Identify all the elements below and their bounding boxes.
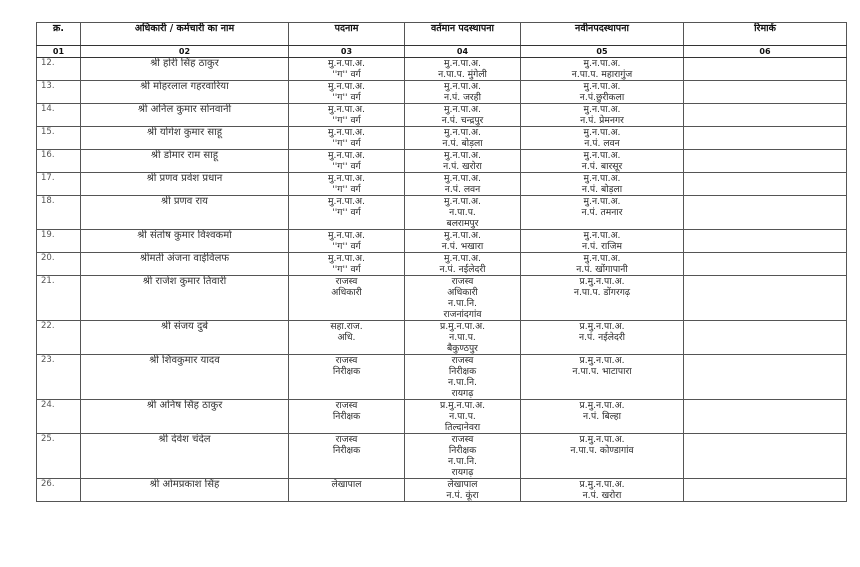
designation: [289, 81, 405, 104]
current-posting-line: राजस्व: [451, 276, 474, 287]
remark: [684, 230, 847, 253]
table-row: [37, 230, 847, 253]
designation-line: ''ग'' वर्ग: [332, 161, 361, 172]
new-posting-line: मु.न.पा.अ.: [583, 173, 621, 184]
new-posting-line: न.पं. प्रेमनगर: [580, 115, 624, 126]
remark: [684, 253, 847, 276]
current-posting: [405, 321, 521, 355]
new-posting: [521, 196, 684, 230]
current-posting-line: राजस्व: [451, 355, 474, 366]
header-current-posting: वर्तमान पदस्थापना: [405, 23, 521, 46]
new-posting-line: प्र.मु.न.पा.अ.: [579, 479, 625, 490]
current-posting-line: तिल्दानेवरा: [444, 422, 481, 433]
employee-name: श्री संतोष कुमार विश्वकर्मा: [81, 230, 289, 253]
serial-number: 13.: [37, 81, 81, 104]
remark: [684, 479, 847, 502]
designation: [289, 400, 405, 434]
employee-name: श्रीमती अंजना वाईविलफ: [81, 253, 289, 276]
remark: [684, 127, 847, 150]
table-body: [37, 58, 847, 502]
new-posting: [521, 81, 684, 104]
new-posting: [521, 150, 684, 173]
table-row: [37, 81, 847, 104]
new-posting-line: प्र.मु.न.पा.अ.: [579, 355, 625, 366]
current-posting: [405, 58, 521, 81]
current-posting-line: बैकुण्ठपुर: [447, 343, 478, 354]
new-posting: [521, 173, 684, 196]
serial-number: 22.: [37, 321, 81, 355]
new-posting-line: मु.न.पा.अ.: [583, 230, 621, 241]
new-posting: [521, 230, 684, 253]
employee-name: श्री होरी सिंह ठाकुर: [81, 58, 289, 81]
serial-number: 20.: [37, 253, 81, 276]
table-row: [37, 127, 847, 150]
designation-line: अधिकारी: [331, 287, 362, 298]
new-posting-line: न.पं. खोंगापानी: [576, 264, 628, 275]
current-posting: [405, 479, 521, 502]
new-posting-line: न.पा.प. कोण्डागांव: [570, 445, 634, 456]
table-row: [37, 58, 847, 81]
new-posting: [521, 58, 684, 81]
designation-line: निरीक्षक: [332, 411, 361, 422]
new-posting-line: मु.न.पा.अ.: [583, 150, 621, 161]
current-posting-line: मु.न.पा.अ.: [444, 127, 481, 138]
current-posting-line: राजनांदगांव: [443, 309, 482, 320]
remark: [684, 400, 847, 434]
designation: [289, 127, 405, 150]
current-posting: [405, 253, 521, 276]
header-serial: क्र.: [37, 23, 81, 46]
new-posting-line: न.पा.प. डोंगरगढ़: [573, 287, 631, 298]
current-posting-line: मु.न.पा.अ.: [444, 150, 481, 161]
current-posting: [405, 434, 521, 479]
designation-line: ''ग'' वर्ग: [332, 69, 361, 80]
employee-name: श्री ओमप्रकाश सिंह: [81, 479, 289, 502]
top-strip: [0, 0, 2, 7]
designation: [289, 196, 405, 230]
designation-line: सहा.राज.: [330, 321, 363, 332]
header-number: 05: [521, 46, 684, 58]
current-posting: [405, 173, 521, 196]
current-posting-line: न.पं. खरोरा: [443, 161, 482, 172]
new-posting-line: प्र.मु.न.पा.अ.: [579, 321, 625, 332]
designation: [289, 479, 405, 502]
current-posting-line: न.पा.नि.: [448, 298, 477, 309]
remark: [684, 434, 847, 479]
designation: [289, 434, 405, 479]
designation-line: मु.न.पा.अ.: [328, 104, 365, 115]
employee-name: श्री शिवकुमार यादव: [81, 355, 289, 400]
current-posting-line: न.पा.प. मुंगेली: [438, 69, 487, 80]
header-number: 04: [405, 46, 521, 58]
table-row: [37, 400, 847, 434]
serial-number: 17.: [37, 173, 81, 196]
current-posting: [405, 400, 521, 434]
serial-number: 16.: [37, 150, 81, 173]
transfer-list-table: [36, 22, 847, 502]
designation-line: ''ग'' वर्ग: [332, 115, 361, 126]
designation-line: निरीक्षक: [332, 445, 361, 456]
designation-line: ''ग'' वर्ग: [332, 207, 361, 218]
current-posting: [405, 150, 521, 173]
current-posting: [405, 81, 521, 104]
designation-line: राजस्व: [335, 276, 358, 287]
new-posting: [521, 400, 684, 434]
new-posting-line: न.पं. नईलेदरी: [579, 332, 625, 343]
current-posting: [405, 276, 521, 321]
current-posting-line: निरीक्षक: [448, 366, 477, 377]
new-posting-line: प्र.मु.न.पा.अ.: [579, 400, 625, 411]
designation-line: मु.न.पा.अ.: [328, 127, 365, 138]
new-posting: [521, 253, 684, 276]
designation-line: ''ग'' वर्ग: [332, 138, 361, 149]
serial-number: 26.: [37, 479, 81, 502]
designation: [289, 150, 405, 173]
new-posting: [521, 479, 684, 502]
current-posting: [405, 355, 521, 400]
serial-number: 23.: [37, 355, 81, 400]
designation: [289, 58, 405, 81]
serial-number: 24.: [37, 400, 81, 434]
designation: [289, 355, 405, 400]
new-posting-line: मु.न.पा.अ.: [583, 104, 621, 115]
current-posting-line: न.पं. नईलेदरी: [439, 264, 486, 275]
designation-line: मु.न.पा.अ.: [328, 81, 365, 92]
new-posting-line: न.पं. बिल्हा: [583, 411, 621, 422]
serial-number: 25.: [37, 434, 81, 479]
employee-name: श्री प्रणव राय: [81, 196, 289, 230]
table-row: [37, 196, 847, 230]
employee-name: श्री प्रणव प्रवेश प्रधान: [81, 173, 289, 196]
designation: [289, 253, 405, 276]
current-posting-line: न.पं. भखारा: [441, 241, 484, 252]
current-posting-line: राजस्व: [451, 434, 474, 445]
current-posting-line: निरीक्षक: [448, 445, 477, 456]
current-posting-line: मु.न.पा.अ.: [444, 81, 481, 92]
employee-name: श्री देवेश चंदेल: [81, 434, 289, 479]
current-posting-line: मु.न.पा.अ.: [444, 173, 481, 184]
designation-line: ''ग'' वर्ग: [332, 241, 361, 252]
designation: [289, 173, 405, 196]
serial-number: 12.: [37, 58, 81, 81]
designation: [289, 321, 405, 355]
current-posting-line: न.पा.नि.: [448, 377, 477, 388]
current-posting-line: मु.न.पा.अ.: [444, 230, 481, 241]
current-posting-line: न.पं. लवन: [444, 184, 481, 195]
current-posting-line: न.पा.प.: [449, 411, 476, 422]
serial-number: 14.: [37, 104, 81, 127]
current-posting-line: रायगढ़: [451, 467, 474, 478]
current-posting-line: न.पं. बोड़ला: [442, 138, 483, 149]
designation-line: मु.न.पा.अ.: [328, 173, 365, 184]
designation: [289, 230, 405, 253]
employee-name: श्री राजेश कुमार तिवारी: [81, 276, 289, 321]
serial-number: 19.: [37, 230, 81, 253]
remark: [684, 321, 847, 355]
designation-line: राजस्व: [335, 355, 358, 366]
remark: [684, 276, 847, 321]
current-posting-line: अधिकारी: [447, 287, 478, 298]
new-posting-line: न.पं. बारसूर: [581, 161, 623, 172]
remark: [684, 104, 847, 127]
header-number: 02: [81, 46, 289, 58]
current-posting-line: प्र.मु.न.पा.अ.: [439, 321, 486, 332]
table-row: [37, 173, 847, 196]
remark: [684, 81, 847, 104]
remark: [684, 58, 847, 81]
serial-number: 21.: [37, 276, 81, 321]
table-row: [37, 276, 847, 321]
current-posting: [405, 196, 521, 230]
new-posting-line: मु.न.पा.अ.: [583, 196, 621, 207]
new-posting: [521, 355, 684, 400]
employee-name: श्री डोमार राम साहू: [81, 150, 289, 173]
serial-number: 18.: [37, 196, 81, 230]
new-posting-line: न.पा.प. महारागुंज: [571, 69, 633, 80]
new-posting-line: मु.न.पा.अ.: [583, 81, 621, 92]
new-posting-line: मु.न.पा.अ.: [583, 253, 621, 264]
new-posting-line: न.पं.छुरीकला: [579, 92, 625, 103]
current-posting-line: रायगढ़: [451, 388, 474, 399]
new-posting-line: न.पं. खरोरा: [582, 490, 622, 501]
designation-line: ''ग'' वर्ग: [332, 92, 361, 103]
designation-line: लेखापाल: [331, 479, 362, 490]
designation: [289, 276, 405, 321]
serial-number: 15.: [37, 127, 81, 150]
current-posting-line: न.पा.प.: [449, 332, 476, 343]
new-posting-line: न.पं. लवन: [584, 138, 620, 149]
current-posting: [405, 230, 521, 253]
new-posting: [521, 276, 684, 321]
employee-name: श्री अनिल कुमार सोनवानी: [81, 104, 289, 127]
remark: [684, 150, 847, 173]
header-number: 06: [684, 46, 847, 58]
new-posting: [521, 127, 684, 150]
table-row: [37, 253, 847, 276]
new-posting-line: प्र.मु.न.पा.अ.: [579, 276, 625, 287]
designation-line: मु.न.पा.अ.: [328, 253, 365, 264]
designation: [289, 104, 405, 127]
table-row: [37, 355, 847, 400]
designation-line: राजस्व: [335, 434, 358, 445]
designation-line: निरीक्षक: [332, 366, 361, 377]
employee-name: श्री अनिष सिंह ठाकुर: [81, 400, 289, 434]
current-posting-line: मु.न.पा.अ.: [444, 58, 481, 69]
table-row: [37, 434, 847, 479]
table-row: [37, 150, 847, 173]
designation-line: मु.न.पा.अ.: [328, 58, 365, 69]
current-posting-line: न.पं. जरही: [444, 92, 481, 103]
current-posting: [405, 127, 521, 150]
new-posting: [521, 321, 684, 355]
current-posting-line: प्र.मु.न.पा.अ.: [439, 400, 486, 411]
remark: [684, 173, 847, 196]
employee-name: श्री योगेश कुमार साहू: [81, 127, 289, 150]
current-posting-line: लेखापाल: [447, 479, 478, 490]
current-posting-line: न.पा.नि.: [448, 456, 477, 467]
table-row: [37, 479, 847, 502]
new-posting: [521, 434, 684, 479]
current-posting-line: न.पा.प.: [449, 207, 476, 218]
new-posting-line: न.पं. तमनार: [581, 207, 623, 218]
new-posting-line: न.पं. राजिम: [582, 241, 622, 252]
table-row: [37, 104, 847, 127]
current-posting-line: बलरामपुर: [446, 218, 479, 229]
designation-line: मु.न.पा.अ.: [328, 196, 365, 207]
remark: [684, 196, 847, 230]
new-posting-line: मु.न.पा.अ.: [583, 127, 621, 138]
new-posting-line: प्र.मु.न.पा.अ.: [579, 434, 625, 445]
new-posting-line: न.पं. बोड़ला: [581, 184, 623, 195]
header-remark: रिमार्क: [684, 23, 847, 46]
header-new-posting: नवीनपदस्थापना: [521, 23, 684, 46]
designation-line: राजस्व: [335, 400, 358, 411]
employee-name: श्री मोहरलाल गहरवारिया: [81, 81, 289, 104]
current-posting-line: मु.न.पा.अ.: [444, 104, 481, 115]
designation-line: मु.न.पा.अ.: [328, 230, 365, 241]
new-posting-line: न.पा.प. भाटापारा: [572, 366, 632, 377]
page-mark: [854, 0, 856, 7]
designation-line: अधि.: [337, 332, 356, 343]
designation-line: ''ग'' वर्ग: [332, 264, 361, 275]
header-designation: पदनाम: [289, 23, 405, 46]
current-posting-line: मु.न.पा.अ.: [444, 253, 481, 264]
header-row: [37, 23, 847, 46]
header-name: अधिकारी / कर्मचारी का नाम: [81, 23, 289, 46]
new-posting: [521, 104, 684, 127]
designation-line: मु.न.पा.अ.: [328, 150, 365, 161]
employee-name: श्री संजय दुबे: [81, 321, 289, 355]
header-number-row: [37, 46, 847, 58]
remark: [684, 355, 847, 400]
current-posting-line: न.पं. चन्द्रपुर: [441, 115, 484, 126]
header-number: 03: [289, 46, 405, 58]
designation-line: ''ग'' वर्ग: [332, 184, 361, 195]
table-row: [37, 321, 847, 355]
current-posting-line: मु.न.पा.अ.: [444, 196, 481, 207]
new-posting-line: मु.न.पा.अ.: [583, 58, 621, 69]
current-posting: [405, 104, 521, 127]
current-posting-line: न.पं. कूंरा: [446, 490, 479, 501]
header-number: 01: [37, 46, 81, 58]
